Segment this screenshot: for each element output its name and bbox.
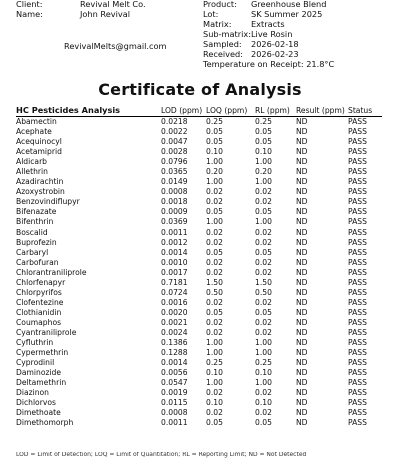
matrix-value: Extracts [251,19,285,29]
cell-rl: 0.02 [255,187,272,197]
cell-status: PASS [348,207,367,217]
cell-result: ND [296,287,308,297]
cell-result: ND [296,217,308,227]
matrix-row [203,19,334,29]
cell-status: PASS [348,358,367,368]
header-result: Result (ppm) [296,105,348,117]
product-label: Product: [203,0,237,9]
table-row [16,268,382,278]
cell-status: PASS [348,137,367,147]
cell-lod: 0.0008 [161,187,188,197]
cell-analyte: Cyprodinil [16,358,55,368]
cell-loq: 0.02 [206,297,223,307]
cell-loq: 0.05 [206,307,223,317]
cell-lod: 0.0022 [161,127,188,137]
table-row [16,228,382,238]
cell-result: ND [296,147,308,157]
table-row [16,157,382,167]
cell-result: ND [296,117,308,127]
cell-status: PASS [348,398,367,408]
cell-rl: 0.20 [255,167,272,177]
table-row [16,258,382,268]
cell-status: PASS [348,227,367,237]
submatrix-value: Live Rosin [251,29,293,39]
cell-loq: 1.50 [206,277,223,287]
cell-rl: 0.05 [255,207,272,217]
cell-lod: 0.0047 [161,137,188,147]
cell-loq: 0.02 [206,408,223,418]
cell-lod: 0.0021 [161,317,188,327]
cell-loq: 0.05 [206,137,223,147]
cell-result: ND [296,297,308,307]
cell-status: PASS [348,257,367,267]
cell-lod: 0.0020 [161,307,188,317]
cell-rl: 0.02 [255,237,272,247]
cell-result: ND [296,398,308,408]
cell-rl: 1.00 [255,338,272,348]
cell-status: PASS [348,348,367,358]
table-row [16,318,382,328]
cell-analyte: Dichlorvos [16,398,56,408]
cell-lod: 0.1288 [161,348,188,358]
cell-rl: 0.02 [255,257,272,267]
cell-status: PASS [348,408,367,418]
cell-result: ND [296,167,308,177]
cell-loq: 0.25 [206,117,223,127]
product-value: Greenhouse Blend [251,0,327,9]
footer-note: LOD = Limit of Detection; LOQ = Limit of Quantitation; RL = Reporting Limit; ND = Not Detected [16,452,307,458]
cell-loq: 1.00 [206,348,223,358]
temperature-text: Temperature on Receipt: 21.8°C [203,59,335,69]
cell-lod: 0.0016 [161,297,188,307]
submatrix-label: Sub-matrix: [203,29,251,39]
cell-lod: 0.0014 [161,247,188,257]
cell-status: PASS [348,217,367,227]
table-row [16,328,382,338]
cell-analyte: Azoxystrobin [16,187,65,197]
cell-rl: 1.00 [255,217,272,227]
table-row [16,298,382,308]
cell-loq: 0.05 [206,207,223,217]
cell-loq: 0.02 [206,317,223,327]
cell-lod: 0.0724 [161,287,188,297]
cell-lod: 0.0796 [161,157,188,167]
table-row [16,398,382,408]
cell-result: ND [296,177,308,187]
cell-lod: 0.0017 [161,267,188,277]
table-row [16,217,382,227]
header-lod: LOD (ppm) [161,105,206,117]
cell-analyte: Cyantraniliprole [16,328,77,337]
received-value: 2026-02-23 [251,49,299,59]
cell-analyte: Allethrin [16,167,48,177]
client-email: RevivalMelts@gmail.com [64,41,167,51]
table-row [16,187,382,197]
cell-result: ND [296,418,308,428]
table-row [16,308,382,318]
header-rl: RL (ppm) [255,105,296,117]
cell-status: PASS [348,157,367,167]
temperature-row [203,59,334,69]
cell-rl: 0.10 [255,368,272,378]
cell-lod: 0.0028 [161,147,188,157]
cell-result: ND [296,157,308,167]
cell-loq: 0.02 [206,197,223,207]
table-row [16,167,382,177]
sampled-value: 2026-02-18 [251,39,299,49]
cell-rl: 0.05 [255,137,272,147]
table-row [16,238,382,248]
table-header-row [16,105,382,117]
table-row [16,338,382,348]
table-row [16,248,382,258]
client-value: Revival Melt Co. [80,0,146,9]
table-row [16,288,382,298]
cell-rl: 1.50 [255,277,272,287]
lot-value: SK Summer 2025 [251,9,323,19]
cell-loq: 1.00 [206,378,223,388]
cell-rl: 1.00 [255,378,272,388]
cell-analyte: Coumaphos [16,317,62,327]
cell-rl: 0.05 [255,307,272,317]
header-analysis: HC Pesticides Analysis [16,105,161,117]
cell-analyte: Bifenthrin [16,217,54,227]
cell-analyte: Azadirachtin [16,177,64,187]
cell-result: ND [296,257,308,267]
cell-rl: 0.50 [255,287,272,297]
cell-loq: 1.00 [206,338,223,348]
cell-result: ND [296,348,308,358]
cell-loq: 0.05 [206,418,223,428]
table-row [16,408,382,418]
table-row [16,127,382,137]
cell-result: ND [296,267,308,277]
cell-analyte: Clofentezine [16,297,64,307]
cell-rl: 0.02 [255,317,272,327]
cell-result: ND [296,388,308,398]
cell-result: ND [296,237,308,247]
table-row [16,137,382,147]
sample-info [203,0,334,69]
table-row [16,177,382,187]
cell-status: PASS [348,247,367,257]
cell-lod: 0.0014 [161,358,188,368]
table-row [16,197,382,207]
cell-analyte: Daminozide [16,368,62,378]
cell-lod: 0.0115 [161,398,188,408]
cell-status: PASS [348,127,367,137]
cell-lod: 0.0011 [161,418,188,428]
cell-analyte: Abamectin [16,117,57,127]
name-label: Name: [16,9,43,19]
cell-result: ND [296,317,308,327]
cell-loq: 0.05 [206,127,223,137]
table-row [16,117,382,128]
cell-lod: 0.0010 [161,257,188,267]
cell-lod: 0.0365 [161,167,188,177]
client-row [16,0,146,9]
cell-lod: 0.0149 [161,177,188,187]
cell-result: ND [296,207,308,217]
cell-analyte: Bifenazate [16,207,57,217]
cell-rl: 0.02 [255,197,272,207]
cell-status: PASS [348,418,367,428]
cell-rl: 1.00 [255,177,272,187]
cell-status: PASS [348,378,367,388]
cell-loq: 0.10 [206,368,223,378]
cell-loq: 1.00 [206,217,223,227]
cell-analyte: Acetamiprid [16,147,62,157]
cell-rl: 0.02 [255,297,272,307]
cell-result: ND [296,338,308,348]
table-row [16,278,382,288]
cell-analyte: Chlorfenapyr [16,277,66,287]
cell-lod: 0.0547 [161,378,188,388]
lot-row [203,9,334,19]
cell-rl: 0.25 [255,117,272,127]
cell-status: PASS [348,287,367,297]
cell-status: PASS [348,317,367,327]
cell-rl: 0.10 [255,398,272,408]
client-label: Client: [16,0,43,9]
cell-status: PASS [348,338,367,348]
cell-analyte: Buprofezin [16,237,57,247]
cell-lod: 0.0218 [161,117,188,127]
product-row [203,0,334,9]
cell-analyte: Chlorantraniliprole [16,267,87,277]
header-status: Status [348,105,382,117]
cell-rl: 0.05 [255,247,272,257]
cell-analyte: Benzovindiflupyr [16,197,80,207]
cell-rl: 0.05 [255,127,272,137]
cell-analyte: Dimethomorph [16,418,74,428]
cell-status: PASS [348,147,367,157]
cell-loq: 0.50 [206,287,223,297]
cell-analyte: Clothianidin [16,307,62,317]
cell-rl: 1.00 [255,348,272,358]
cell-result: ND [296,328,308,337]
name-row [16,9,146,19]
cell-lod: 0.1386 [161,338,188,348]
cell-status: PASS [348,267,367,277]
cell-analyte: Cyfluthrin [16,338,54,348]
cell-status: PASS [348,197,367,207]
cell-analyte: Diazinon [16,388,49,398]
cell-lod: 0.0056 [161,368,188,378]
cell-result: ND [296,307,308,317]
cell-analyte: Dimethoate [16,408,61,418]
cell-analyte: Aldicarb [16,157,48,167]
cell-analyte: Boscalid [16,227,48,237]
cell-rl: 0.25 [255,358,272,368]
cell-loq: 0.02 [206,388,223,398]
cell-status: PASS [348,117,367,127]
matrix-label: Matrix: [203,19,232,29]
cell-status: PASS [348,177,367,187]
cell-result: ND [296,408,308,418]
name-value: John Revival [80,9,131,19]
cell-result: ND [296,358,308,368]
page-title: Certificate of Analysis [98,80,302,99]
cell-lod: 0.0024 [161,328,188,337]
cell-result: ND [296,247,308,257]
cell-rl: 0.02 [255,328,272,337]
received-row [203,49,334,59]
sampled-label: Sampled: [203,39,242,49]
cell-loq: 0.10 [206,147,223,157]
sampled-row [203,39,334,49]
table-row [16,358,382,368]
cell-loq: 0.02 [206,187,223,197]
cell-status: PASS [348,388,367,398]
cell-analyte: Deltamethrin [16,378,67,388]
cell-result: ND [296,137,308,147]
cell-analyte: Carbofuran [16,257,59,267]
cell-lod: 0.0008 [161,408,188,418]
table-row [16,418,382,428]
cell-rl: 0.02 [255,388,272,398]
table-row [16,378,382,388]
cell-analyte: Chlorpyrifos [16,287,62,297]
cell-loq: 1.00 [206,157,223,167]
cell-status: PASS [348,297,367,307]
cell-analyte: Acequinocyl [16,137,62,147]
table-body [16,117,382,429]
cell-loq: 0.02 [206,257,223,267]
cell-rl: 0.02 [255,408,272,418]
cell-status: PASS [348,187,367,197]
cell-loq: 0.20 [206,167,223,177]
cell-result: ND [296,187,308,197]
cell-loq: 0.10 [206,398,223,408]
cell-rl: 1.00 [255,157,272,167]
cell-result: ND [296,127,308,137]
cell-lod: 0.0019 [161,388,188,398]
lot-label: Lot: [203,9,219,19]
cell-status: PASS [348,368,367,378]
cell-rl: 0.05 [255,418,272,428]
cell-loq: 0.02 [206,328,223,337]
cell-lod: 0.7181 [161,277,188,287]
received-label: Received: [203,49,244,59]
cell-loq: 0.02 [206,267,223,277]
cell-lod: 0.0009 [161,207,188,217]
cell-analyte: Cypermethrin [16,348,69,358]
cell-loq: 1.00 [206,177,223,187]
cell-result: ND [296,197,308,207]
cell-rl: 0.02 [255,227,272,237]
cell-loq: 0.25 [206,358,223,368]
cell-lod: 0.0018 [161,197,188,207]
cell-result: ND [296,227,308,237]
cell-result: ND [296,368,308,378]
table-row [16,388,382,398]
cell-rl: 0.02 [255,267,272,277]
cell-status: PASS [348,277,367,287]
cell-status: PASS [348,237,367,247]
cell-result: ND [296,378,308,388]
cell-loq: 0.02 [206,237,223,247]
cell-status: PASS [348,167,367,177]
cell-lod: 0.0012 [161,237,188,247]
header-loq: LOQ (ppm) [206,105,255,117]
cell-rl: 0.10 [255,147,272,157]
submatrix-row [203,29,334,39]
table-row [16,207,382,217]
cell-lod: 0.0369 [161,217,188,227]
cell-analyte: Carbaryl [16,247,49,257]
client-info [16,0,146,19]
table-row [16,147,382,157]
table-row [16,368,382,378]
cell-analyte: Acephate [16,127,52,137]
cell-result: ND [296,277,308,287]
cell-lod: 0.0011 [161,227,188,237]
cell-status: PASS [348,307,367,317]
cell-status: PASS [348,328,367,337]
cell-loq: 0.05 [206,247,223,257]
pesticides-table [16,105,382,428]
cell-loq: 0.02 [206,227,223,237]
table-row [16,348,382,358]
